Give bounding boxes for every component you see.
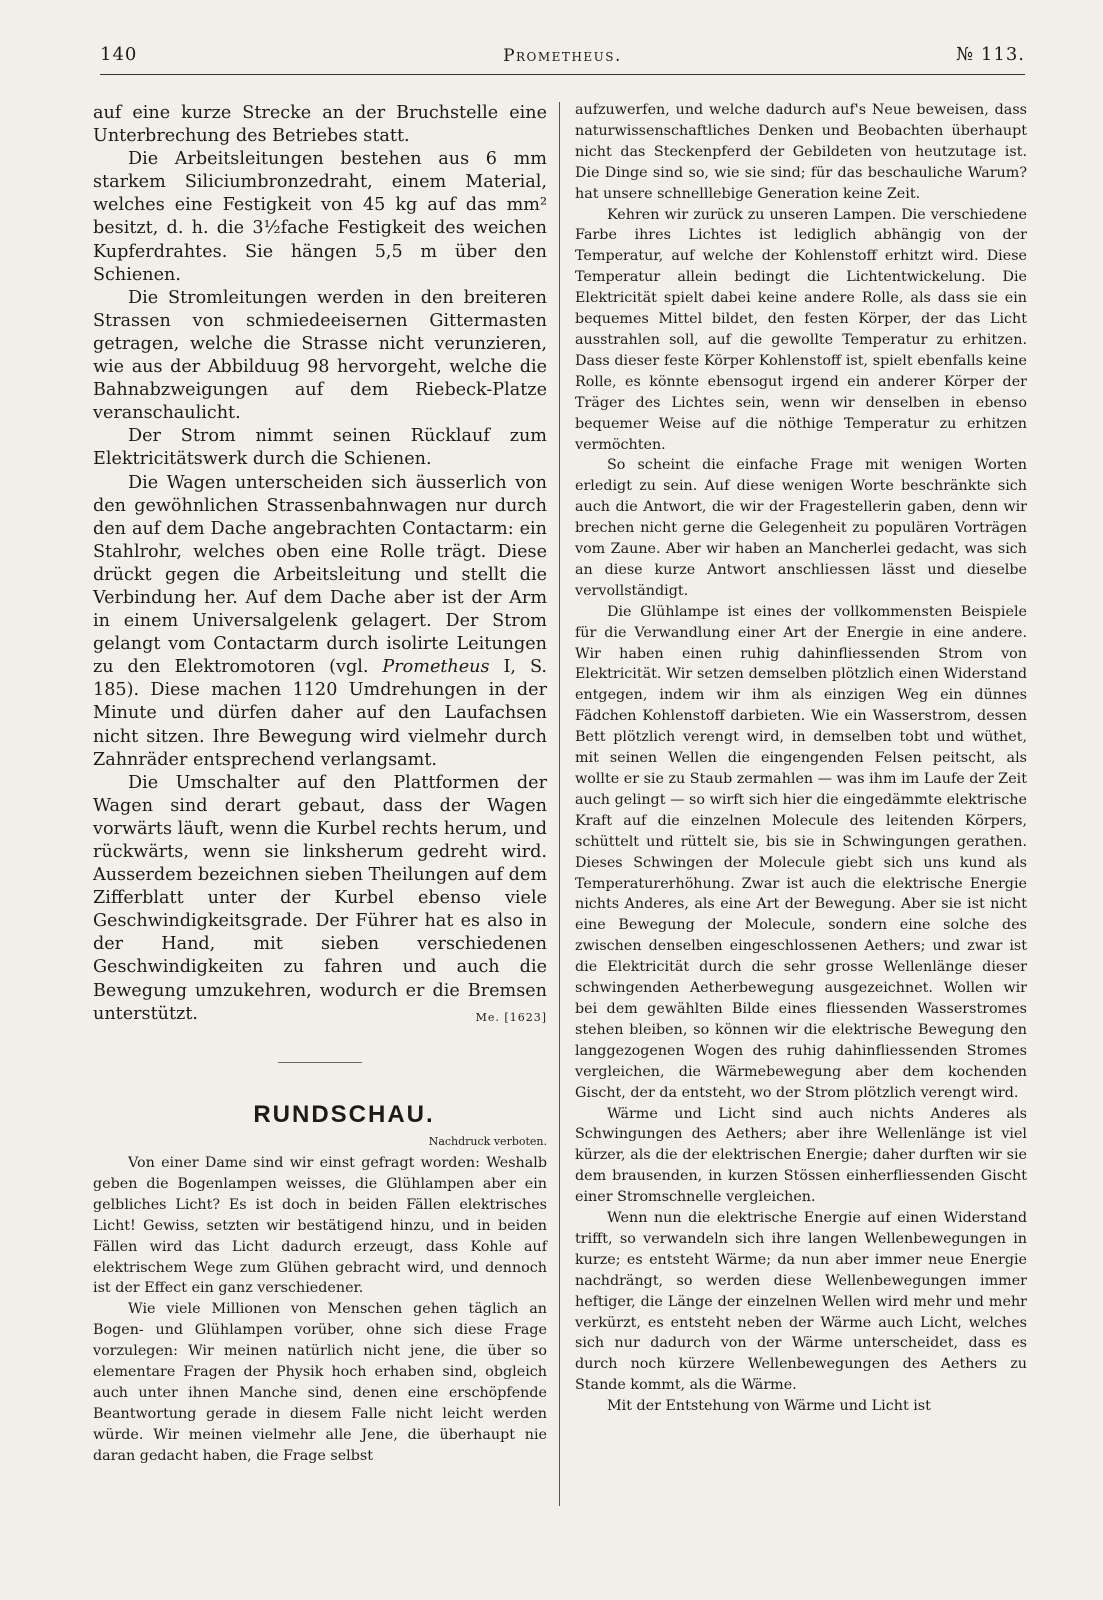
paragraph: auf eine kurze Strecke an der Bruchstelle eine Unterbrechung des Betriebes statt. (93, 103, 547, 147)
paragraph: Die Glühlampe ist eines der vollkommensten Beispiele für die Verwandlung einer Art der Energie in eine andere. Wir haben einen ruhig dahinfliessenden Strom von Elektricität. Wir setzen demselben plötzlich einen Widerstand entgegen, indem wir ihm als einzigen Weg ein dünnes Fädchen Kohlenstoff darbieten. Wie ein Wasserstrom, dessen Bett plötzlich verengt wird, in demselben tobt und wüthet, mit seinen Wellen die eingengenden Felsen peitscht, als wollte er sie zu Staub zermahlen — was ihm im Laufe der Zeit auch gelingt — so wirft sich hier die eingedämmte elektrische Kraft auf die einzelnen Molecule des leitenden Körpers, schüttelt und rüttelt sie, bis sie in Schwingungen gerathen. Dieses Schwingen der Molecule giebt sich uns kund als Temperaturerhöhung. Zwar ist auch die elektrische Energie nichts Anderes, als eine Art der Bewegung. Aber sie ist nicht eine Bewegung der Molecule, sondern eine solche des zwischen denselben eingeschlossenen Aethers; und zwar ist die Elektricität durch die sehr grosse Wellenlänge dieser schwingenden Aetherbewegung ausgezeichnet. Wollen wir bei dem gewählten Bilde eines fliessenden Wasserstromes stehen bleiben, so können wir die elektrische Bewegung den langgezogenen Wogen des ruhig dahinfliessenden Stromes vergleichen, die Wärmebewegung aber dem kochenden Gischt, der da entsteht, wo der Strom plötzlich verengt wird. (575, 603, 1027, 1101)
rundschau-text (93, 1153, 547, 1467)
paragraph: Kehren wir zurück zu unseren Lampen. Die verschiedene Farbe ihres Lichtes ist lediglich abhängig von der Temperatur, auf welche der Kohlenstoff erhitzt wird. Diese Temperatur allein bedingt die Lichtentwickelung. Die Elektricität spielt dabei keine andere Rolle, als dass sie ein bequemes Mittel bildet, den festen Körper, der das Licht ausstrahlen soll, auf die gewollte Temperatur zu erhitzen. Dass dieser feste Körper Kohlenstoff ist, spielt ebenfalls keine Rolle, es könnte ebensogut irgend ein anderer Körper der Träger des Lichtes sein, wenn wir denselben in ebenso bequemer Weise auf die nöthige Temperatur zu erhitzen vermöchten. (575, 206, 1027, 453)
paragraph: So scheint die einfache Frage mit wenigen Worten erledigt zu sein. Auf diese wenigen Worte beschränkte sich auch die Antwort, die wir der Fragestellerin gaben, denn wir brechen nicht gerne die Gelegenheit zu populären Vorträgen vom Zaune. Aber wir haben an Mancherlei gedacht, was sich an diese kurze Antwort anschliessen lässt und dieselbe vervollständigt. (575, 457, 1027, 599)
right-column (575, 100, 1027, 1417)
paragraph: Die Stromleitungen werden in den breiteren Strassen von schmiedeeisernen Gittermasten getragen, welche die Strasse nicht verunzieren, wie aus der Abbilduug 98 hervorgeht, welche die Bahnabzweigungen auf dem Riebeck-Platze veranschaulicht. (93, 287, 547, 424)
journal-title: Prometheus. (503, 46, 622, 66)
header-rule (100, 74, 1025, 75)
paragraph: Wärme und Licht sind auch nichts Anderes als Schwingungen des Aethers; aber ihre Wellenlänge ist viel kürzer, als die der elektrischen Energie; daher durften wir sie dem brausenden, in kurzen Stössen einherfliessenden Gischt einer Stromschnelle vergleichen. (575, 1105, 1027, 1206)
section-divider (278, 1062, 362, 1063)
paragraph: Wenn nun die elektrische Energie auf einen Widerstand trifft, so verwandeln sich ihre langen Wellenbewegungen in kurze; es entsteht Wärme; da nun aber immer neue Energie nachdrängt, so werden diese Wellenbewegungen immer heftiger, die Länge der einzelnen Wellen wird mehr und mehr verkürzt, es entsteht neben der Wärme auch Licht, welches sich nur dadurch von der Wärme unterscheidet, dass es durch noch kürzere Wellenbewegungen des Aethers zu Stande kommt, als die Wärme. (575, 1210, 1027, 1394)
text-run: Die Wagen unterscheiden sich äusserlich von den gewöhnlichen Strassenbahnwagen nur durch den auf dem Dache angebrachten Contactarm: ein Stahlrohr, welches oben eine Rolle trägt. Diese drückt gegen die Arbeitsleitung und stellt die Verbindung her. Auf dem Dache aber ist der Arm in einem Universalgelenk gelagert. Der Strom gelangt vom Contactarm durch isolirte Leitungen zu den Elektromotoren (vgl. (93, 472, 547, 678)
left-column (93, 102, 547, 1467)
paragraph (93, 472, 547, 772)
running-header (100, 44, 1025, 72)
issue-number: № 113. (956, 44, 1025, 65)
paragraph: Der Strom nimmt seinen Rücklauf zum Elektricitätswerk durch die Schienen. (93, 426, 547, 470)
paragraph: Von einer Dame sind wir einst gefragt worden: Weshalb geben die Bogenlampen weisses, die Glühlampen aber ein gelbliches Licht? Es ist doch in beiden Fällen elektrisches Licht! Gewiss, setzten wir bestätigend hinzu, und in beiden Fällen wird das Licht dadurch erzeugt, dass Kohle auf elektrischem Wege zum Glühen gebracht wird, und dennoch ist der Effect ein ganz verschiedener. (93, 1155, 547, 1297)
paragraph: Die Arbeitsleitungen bestehen aus 6 mm starkem Siliciumbronzedraht, einem Material, welches eine Festigkeit von 45 kg auf das mm² besitzt, d. h. die 3½fache Festigkeit des weichen Kupferdrahtes. Sie hängen 5,5 m über den Schienen. (93, 149, 547, 285)
paragraph: Wie viele Millionen von Menschen gehen täglich an Bogen- und Glühlampen vorüber, ohne sich diese Frage vorzulegen: Wir meinen natürlich nicht jene, die über so elementare Fragen der Physik hoch erhaben sind, obgleich auch unter ihnen Manche sind, denen eine erschöpfende Beantwortung gerade in diesem Falle nicht leicht werden würde. Wir meinen vielmehr alle Jene, die überhaupt nie daran gedacht haben, die Frage selbst (93, 1301, 547, 1464)
paragraph: aufzuwerfen, und welche dadurch auf's Neue beweisen, dass naturwissenschaftliches Denken und Beobachten überhaupt nicht das Steckenpferd der Gebildeten von heutzutage ist. Die Dinge sind so, wie sie sind; für das beschauliche Warum? hat unsere schnelllebige Generation keine Zeit. (575, 102, 1027, 202)
paragraph: Mit der Entstehung von Wärme und Licht ist (607, 1398, 931, 1415)
page-number: 140 (100, 44, 138, 65)
author-signature: Me. [1623] (475, 1010, 547, 1024)
reprint-notice: Nachdruck verboten. (428, 1134, 547, 1148)
column-divider (559, 102, 560, 1506)
section-title: RUNDSCHAU. (253, 1100, 435, 1128)
text-run: I, S. 185). Diese machen 1120 Umdrehungen in der Minute und dürfen daher auf den Laufachsen nicht sitzen. Ihre Bewegung wird vielmehr durch Zahnräder entsprechend verlangsamt. (93, 657, 548, 770)
italic-reference: Prometheus (382, 657, 490, 678)
paragraph: Die Umschalter auf den Plattformen der Wagen sind derart gebaut, dass der Wagen vorwärts läuft, wenn die Kurbel rechts herum, und rückwärts, wenn sie linksherum gedreht wird. Ausserdem bezeichnen sieben Theilungen auf dem Zifferblatt unter der Kurbel ebenso viele Geschwindigkeitsgrade. Der Führer hat es also in der Hand, mit sieben verschiedenen Geschwindigkeiten zu fahren und auch die Bewegung umzukehren, wodurch er die Bremsen unterstützt. (93, 772, 547, 1024)
